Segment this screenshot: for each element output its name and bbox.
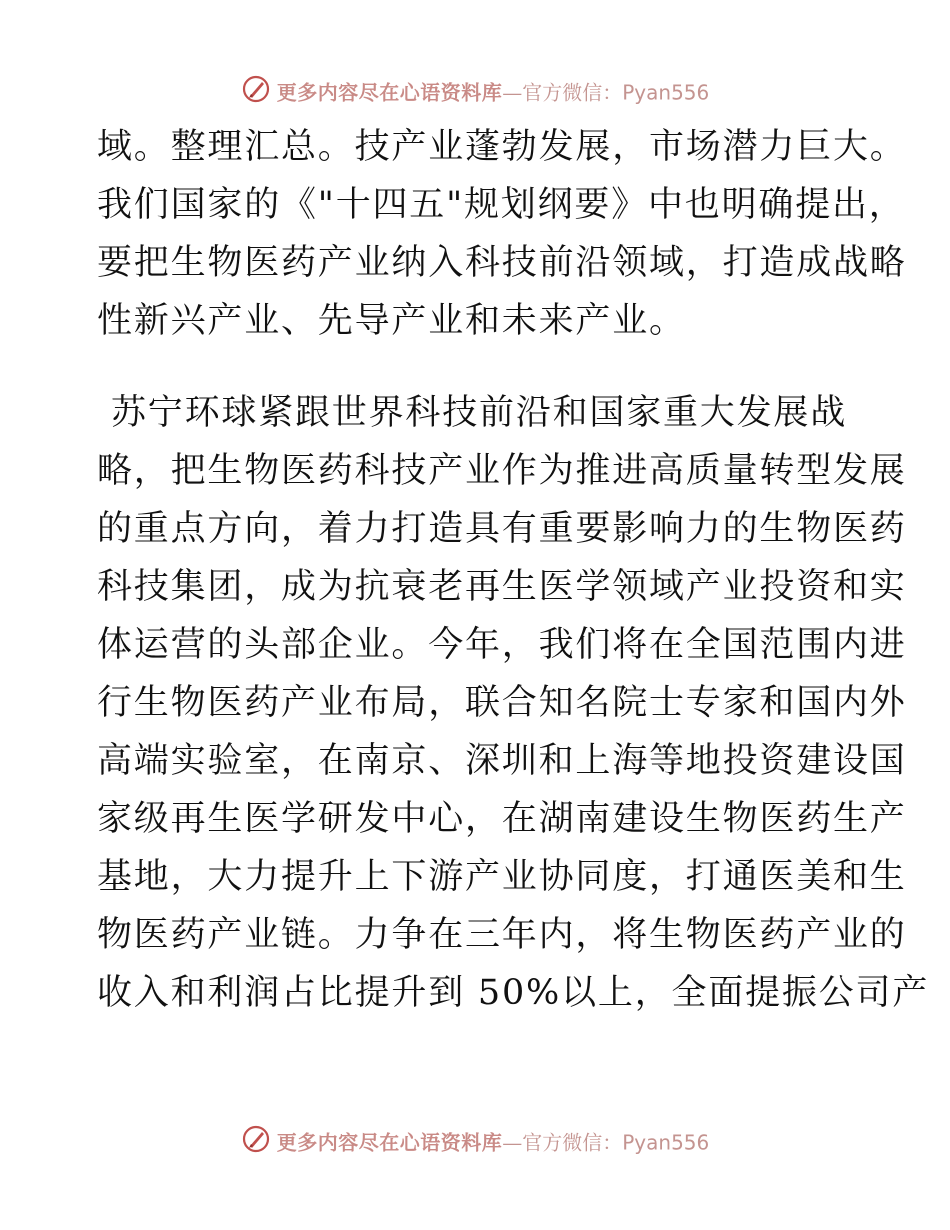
watermark-id: Pyan556 <box>622 1130 710 1155</box>
document-body <box>97 118 930 1022</box>
watermark-text: 更多内容尽在心语资料库 <box>276 1130 503 1155</box>
text-line: 我们国家的《"十四五"规划纲要》中也明确提出， <box>97 185 906 225</box>
paragraph-spacer <box>97 350 857 384</box>
text-line: 要把生物医药产业纳入科技前沿领域，打造成战略 <box>97 243 907 283</box>
text-line: 苏宁环球紧跟世界科技前沿和国家重大发展战 <box>111 393 848 433</box>
watermark-dash: — <box>502 1130 523 1155</box>
watermark-label: 官方微信： <box>522 1130 623 1155</box>
text-line: 收入和利润占比提升到 50%以上，全面提振公司产 <box>97 973 930 1013</box>
quill-pen-circle-icon <box>241 74 271 111</box>
watermark-dash: — <box>502 80 523 105</box>
paragraph-2 <box>97 384 930 1022</box>
text-line: 的重点方向，着力打造具有重要影响力的生物医药 <box>97 509 907 549</box>
watermark-text: 更多内容尽在心语资料库 <box>276 80 503 105</box>
text-line: 略，把生物医药科技产业作为推进高质量转型发展 <box>97 451 907 491</box>
text-line: 体运营的头部企业。今年，我们将在全国范围内进 <box>97 625 907 665</box>
text-line: 域。整理汇总。技产业蓬勃发展，市场潜力巨大。 <box>97 127 907 167</box>
watermark-label: 官方微信： <box>522 80 623 105</box>
text-line: 家级再生医学研发中心，在湖南建设生物医药生产 <box>97 799 907 839</box>
text-line: 科技集团，成为抗衰老再生医学领域产业投资和实 <box>97 567 907 607</box>
watermark-id: Pyan556 <box>622 80 710 105</box>
text-line: 物医药产业链。力争在三年内，将生物医药产业的 <box>97 915 907 955</box>
text-line: 高端实验室，在南京、深圳和上海等地投资建设国 <box>97 741 907 781</box>
watermark-header <box>0 74 950 111</box>
text-line: 基地，大力提升上下游产业协同度，打通医美和生 <box>97 857 907 897</box>
watermark-footer <box>0 1124 950 1161</box>
text-line: 行生物医药产业布局，联合知名院士专家和国内外 <box>97 683 907 723</box>
quill-pen-circle-icon <box>241 1124 271 1161</box>
text-line: 性新兴产业、先导产业和未来产业。 <box>97 301 686 341</box>
paragraph-1 <box>97 118 907 350</box>
